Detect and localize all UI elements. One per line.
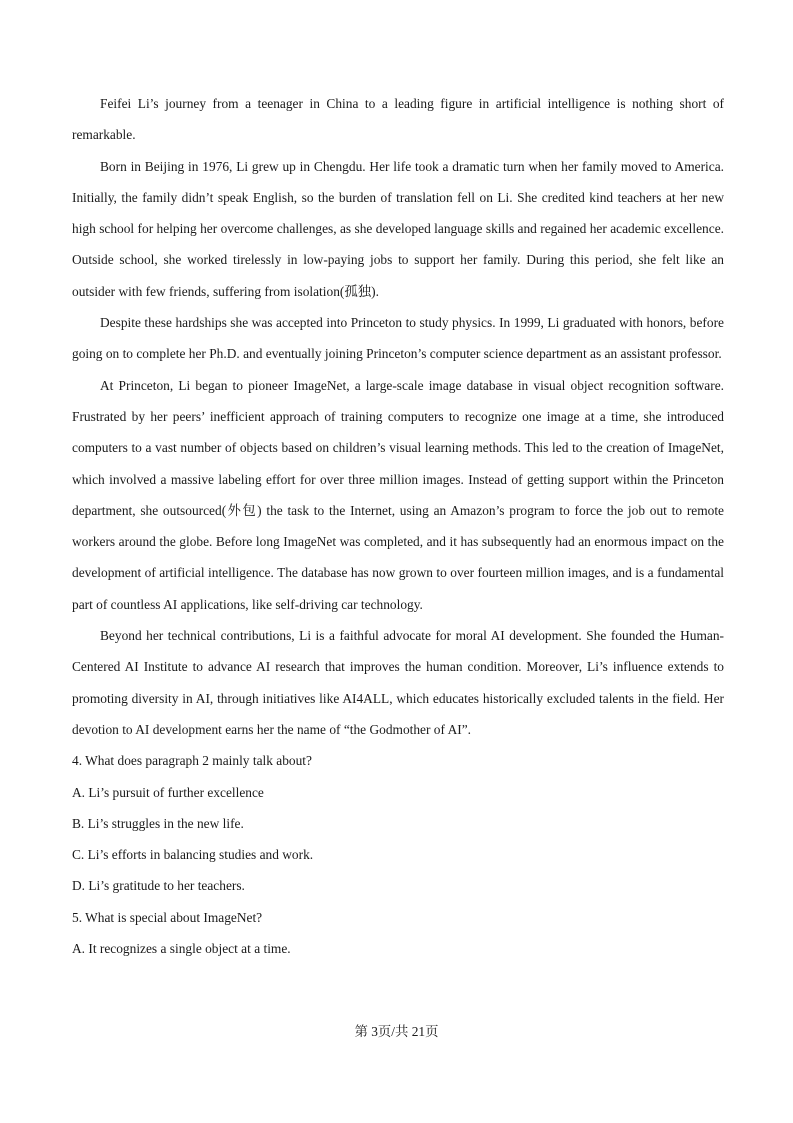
passage-paragraph-5: Beyond her technical contributions, Li is a faithful advocate for moral AI development. She founded the Human-Centered AI Institute to advance AI research that improves the human condition. Moreover, Li’s influence extends to promoting diversity in AI, through initiatives like AI4ALL, which educates historically excluded talents in the field. Her devotion to AI development earns her the name of “the Godmother of AI”. xyxy=(72,628,724,737)
passage-paragraph-3: Despite these hardships she was accepted into Princeton to study physics. In 1999, Li graduated with honors, before going on to complete her Ph.D. and eventually joining Princeton’s computer science department as an assistant professor. xyxy=(72,315,724,362)
passage-paragraph-1: Feifei Li’s journey from a teenager in China to a leading figure in artificial intelligence is nothing short of remarkable. xyxy=(72,96,724,143)
question-option: C. Li’s efforts in balancing studies and work. xyxy=(72,847,314,863)
question-stem: 5. What is special about ImageNet? xyxy=(72,909,263,925)
question-option: A. It recognizes a single object at a time. xyxy=(72,941,291,957)
passage-paragraph-4: At Princeton, Li began to pioneer ImageNet, a large-scale image database in visual object recognition software. Frustrated by her peers’ inefficient approach of training computers to recognize one image at a time, she introduced computers to a vast number of objects based on children’s visual learning methods. This led to the creation of ImageNet, which involved a massive labeling effort for over three million images. Instead of getting support within the Princeton department, she outsourced(外包) the task to the Internet, using an Amazon’s program to force the job out to remote workers around the globe. Before long ImageNet was completed, and it has subsequently had an enormous impact on the development of artificial intelligence. The database has now grown to over fourteen million images, and is a fundamental part of countless AI applications, like self-driving car technology. xyxy=(72,377,724,612)
question-stem: 4. What does paragraph 2 mainly talk about? xyxy=(72,753,312,769)
question-option: B. Li’s struggles in the new life. xyxy=(72,815,244,831)
passage-paragraph-2: Born in Beijing in 1976, Li grew up in Chengdu. Her life took a dramatic turn when her family moved to America. Initially, the family didn’t speak English, so the burden of translation fell on Li. She credited kind teachers at her new high school for helping her overcome challenges, as she developed language skills and regained her academic excellence. Outside school, she worked tirelessly in low-paying jobs to support her family. During this period, she felt like an outsider with few friends, suffering from isolation(孤独). xyxy=(72,158,724,299)
document-page xyxy=(72,88,724,964)
question-option: D. Li’s gratitude to her teachers. xyxy=(72,878,245,894)
page-number-label: 第 3页/共 21页 xyxy=(354,1024,439,1039)
page-footer xyxy=(0,1022,793,1042)
question-option: A. Li’s pursuit of further excellence xyxy=(72,784,264,800)
question-5 xyxy=(72,902,724,965)
question-4 xyxy=(72,745,724,901)
